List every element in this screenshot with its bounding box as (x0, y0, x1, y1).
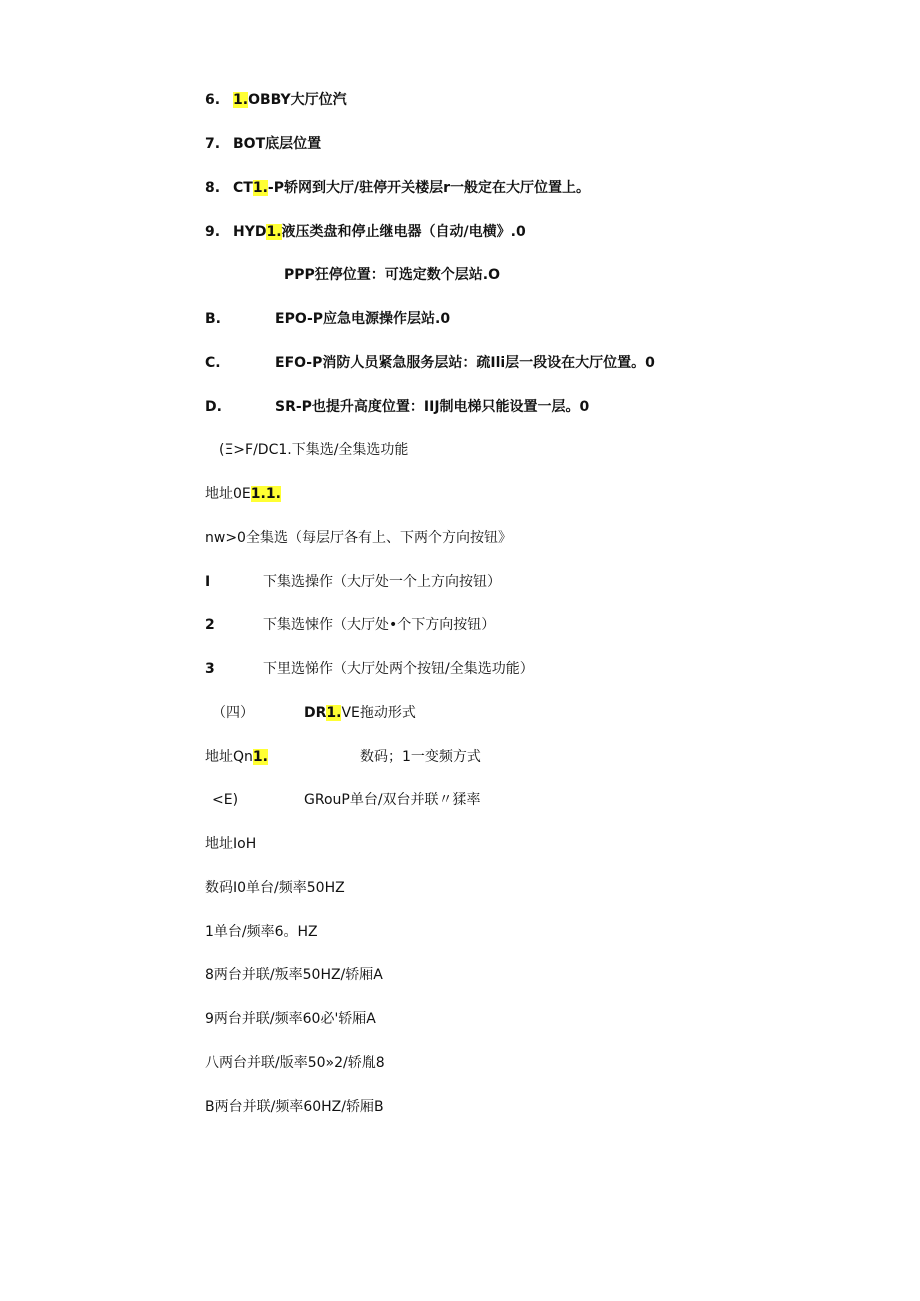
text-line-6 (0, 90, 920, 112)
item-text (233, 178, 590, 198)
item-number: 2 (205, 617, 215, 633)
code-line-1 (0, 922, 920, 944)
item-text-prefix: 地址0E (205, 486, 251, 502)
text-line-d (0, 397, 920, 419)
section-heading-3 (0, 440, 920, 462)
item-text: BOT底层位置 (233, 136, 322, 152)
highlight-mark: 1. (252, 180, 268, 196)
item-number: 7. (205, 136, 221, 152)
item-text: GRouP单台/双台并联〃猱率 (304, 792, 481, 808)
item-number: I (205, 574, 211, 590)
item-text-rest: OBBY大厅位汽 (248, 92, 347, 108)
item-text: 地址IoH (205, 836, 257, 852)
address-line-ioh (0, 834, 920, 856)
highlight-mark: 1. (233, 92, 249, 108)
item-text-prefix: HYD (233, 224, 267, 240)
item-text: PPP狂停位置：可选定数个层站.O (284, 267, 501, 283)
item-text: SR-P也提升高度位置：IIJ制电梯只能设置一层。0 (275, 399, 590, 415)
item-text: 八两台并联/版率50»2/轿胤8 (205, 1055, 385, 1071)
item-text (233, 222, 526, 242)
item-text-prefix: 地址Qn (205, 749, 253, 765)
section-heading-4 (0, 703, 920, 725)
text-line-9 (0, 222, 920, 244)
code-line-9 (0, 1009, 920, 1031)
item-text: 下集选悚作（大厅处•个下方向按钮） (263, 617, 496, 633)
item-number: C. (205, 355, 221, 371)
text-line-7 (0, 134, 920, 156)
option-line-2 (0, 615, 920, 637)
item-text: 9两台并联/频率60必'轿厢A (205, 1011, 376, 1027)
highlight-mark: 1. (252, 749, 268, 765)
option-line-3 (0, 659, 920, 681)
item-value: 数码；1一变频方式 (360, 749, 481, 765)
item-text-rest: VE拖动形式 (341, 705, 416, 721)
item-text (205, 747, 268, 767)
item-text: (Ξ>F/DC1.下集选/全集选功能 (219, 442, 409, 458)
item-text (304, 703, 416, 723)
item-number: 9. (205, 224, 221, 240)
item-text: EPO-P应急电源操作层站.0 (275, 311, 451, 327)
text-line-ppp (0, 265, 920, 287)
item-number: <E) (212, 792, 239, 808)
code-line-a (0, 1053, 920, 1075)
address-line-qn (0, 747, 920, 769)
item-text-rest: -P轿网到大厅/驻停开关楼层r一般定在大厅位置上。 (267, 180, 590, 196)
item-text-prefix: DR (304, 705, 327, 721)
item-text: nw>0全集选（每层厅各有上、下两个方向按钮》 (205, 530, 512, 546)
section-heading-5 (0, 790, 920, 812)
item-text-prefix: CT (233, 180, 253, 196)
item-number: 8. (205, 180, 221, 196)
item-text: 下里选悌作（大厅处两个按钮/全集选功能） (263, 661, 534, 677)
code-line-0 (0, 878, 920, 900)
highlight-mark: 1.1. (250, 486, 281, 502)
code-line-b (0, 1097, 920, 1119)
item-text: 数码I0单台/频率50HZ (205, 880, 345, 896)
text-line-b (0, 309, 920, 331)
item-text (205, 484, 281, 504)
highlight-mark: 1. (326, 705, 342, 721)
item-text: EFO-P消防人员紧急服务层站：疏Ili层一段设在大厅位置。0 (275, 355, 655, 371)
address-line-oe (0, 484, 920, 506)
item-number: （四） (212, 705, 254, 721)
item-text (233, 90, 347, 110)
item-text: 下集选操作（大厅处一个上方向按钮） (263, 574, 501, 590)
highlight-mark: 1. (266, 224, 282, 240)
item-number: B. (205, 311, 221, 327)
item-text-rest: 液压类盘和停止继电器（自动/电横》.0 (281, 224, 526, 240)
option-line-1 (0, 572, 920, 594)
item-text: 1单台/频率6。HZ (205, 924, 318, 940)
item-number: 6. (205, 92, 221, 108)
text-line-c (0, 353, 920, 375)
item-text: B两台并联/频率60HZ/轿厢B (205, 1099, 384, 1115)
item-text: 8两台并联/叛率50HZ/轿厢A (205, 967, 383, 983)
text-line-8 (0, 178, 920, 200)
text-line-nw (0, 528, 920, 550)
item-number: D. (205, 399, 222, 415)
item-number: 3 (205, 661, 215, 677)
code-line-8 (0, 965, 920, 987)
